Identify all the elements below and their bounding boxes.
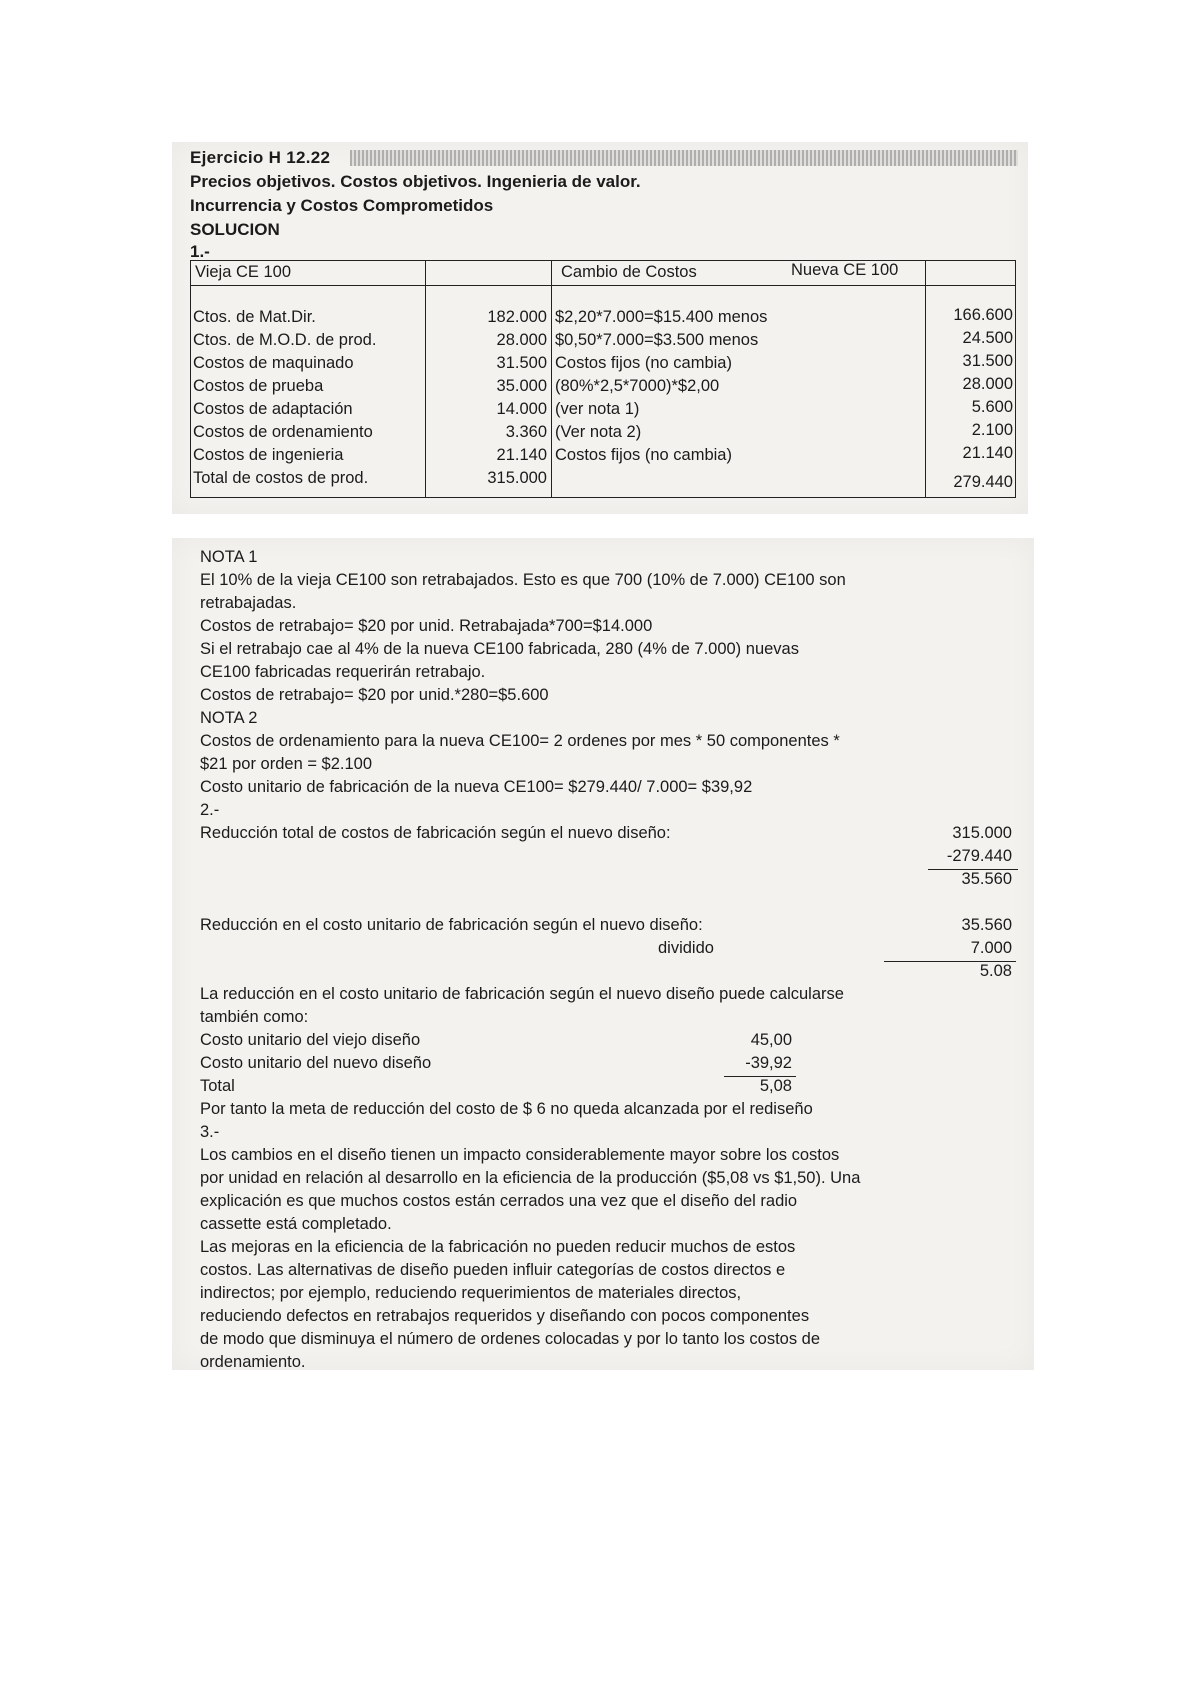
table-col-divider xyxy=(551,261,552,497)
total-value: 5,08 xyxy=(759,1077,792,1095)
table-cell-old: 28.000 xyxy=(496,331,547,349)
section3-line: costos. Las alternativas de diseño pueden influir categorías de costos directos e xyxy=(200,1261,786,1279)
section3-line: de modo que disminuya el número de ordenes colocadas y por lo tanto los costos de xyxy=(200,1330,821,1348)
section3-line: Los cambios en el diseño tienen un impacto considerablemente mayor sobre los costos xyxy=(200,1146,840,1164)
table-cell-change: $0,50*7.000=$3.500 menos xyxy=(555,331,759,349)
table-cell-item: Ctos. de Mat.Dir. xyxy=(193,308,316,326)
table-col-divider xyxy=(425,261,426,497)
table-cell-old: 315.000 xyxy=(487,469,547,487)
table-cell-item: Ctos. de M.O.D. de prod. xyxy=(193,331,377,349)
nota1-line: Costos de retrabajo= $20 por unid. Retrabajada*700=$14.000 xyxy=(200,617,653,635)
section3-line: por unidad en relación al desarrollo en la eficiencia de la producción ($5,08 vs $1,50). Una xyxy=(200,1169,861,1187)
table-col-divider xyxy=(925,261,926,497)
nota1-title: NOTA 1 xyxy=(200,548,258,566)
new-unit-value: -39,92 xyxy=(745,1054,792,1072)
table-cell-change: (Ver nota 2) xyxy=(555,423,642,441)
section-3-label: 3.- xyxy=(200,1123,220,1141)
total-new-value: -279.440 xyxy=(946,847,1012,865)
total-old-value: 315.000 xyxy=(952,824,1012,842)
unit-reduction-label: Reducción en el costo unitario de fabricación según el nuevo diseño: xyxy=(200,916,703,934)
unit-numerator: 35.560 xyxy=(961,916,1012,934)
alt-calc-line: La reducción en el costo unitario de fabricación según el nuevo diseño puede calcularse xyxy=(200,985,844,1003)
table-cell-old: 21.140 xyxy=(496,446,547,464)
table-cell-old: 35.000 xyxy=(496,377,547,395)
title-hatch-decoration xyxy=(350,150,1018,166)
nota2-title: NOTA 2 xyxy=(200,709,258,727)
total-diff-value: 35.560 xyxy=(961,870,1012,888)
table-cell-new: 28.000 xyxy=(962,375,1013,393)
nota1-line: El 10% de la vieja CE100 son retrabajados. Esto es que 700 (10% de 7.000) CE100 son xyxy=(200,571,846,589)
unit-result: 5.08 xyxy=(979,962,1012,980)
nota1-line: Si el retrabajo cae al 4% de la nueva CE100 fabricada, 280 (4% de 7.000) nuevas xyxy=(200,640,799,658)
table-cell-old: 31.500 xyxy=(496,354,547,372)
nota2-line: Costos de ordenamiento para la nueva CE100= 2 ordenes por mes * 50 componentes * xyxy=(200,732,840,750)
section3-line: ordenamiento. xyxy=(200,1353,306,1371)
table-cell-change: (80%*2,5*7000)*$2,00 xyxy=(555,377,720,395)
exercise-title: Ejercicio H 12.22 xyxy=(190,148,331,167)
unit-denominator: 7.000 xyxy=(970,939,1012,957)
table-cell-item: Costos de ordenamiento xyxy=(193,423,373,441)
cost-comparison-table xyxy=(190,260,1016,498)
nota2-line: Costo unitario de fabricación de la nueva CE100= $279.440/ 7.000= $39,92 xyxy=(200,778,753,796)
total-label: Total xyxy=(200,1077,235,1095)
table-cell-change: Costos fijos (no cambia) xyxy=(555,354,732,372)
nota1-line: CE100 fabricadas requerirán retrabajo. xyxy=(200,663,486,681)
table-cell-old: 182.000 xyxy=(487,308,547,326)
divided-label: dividido xyxy=(658,939,714,957)
table-cell-item: Costos de maquinado xyxy=(193,354,354,372)
section-2-label: 2.- xyxy=(200,801,220,819)
exercise-subtitle-2: Incurrencia y Costos Comprometidos xyxy=(190,196,494,215)
section-1-label: 1.- xyxy=(190,242,210,261)
old-unit-value: 45,00 xyxy=(750,1031,792,1049)
table-cell-new: 166.600 xyxy=(953,306,1013,324)
new-unit-label: Costo unitario del nuevo diseño xyxy=(200,1054,432,1072)
section3-line: Las mejoras en la eficiencia de la fabricación no pueden reducir muchos de estos xyxy=(200,1238,796,1256)
table-cell-old: 3.360 xyxy=(505,423,547,441)
table-cell-item: Costos de adaptación xyxy=(193,400,353,418)
table-cell-new: 24.500 xyxy=(962,329,1013,347)
scan-notes-section xyxy=(172,538,1034,1370)
nota2-line: $21 por orden = $2.100 xyxy=(200,755,373,773)
nota1-line: retrabajadas. xyxy=(200,594,297,612)
exercise-subtitle-1: Precios objetivos. Costos objetivos. Ingenieria de valor. xyxy=(190,172,641,191)
scan-table-section xyxy=(172,142,1028,514)
table-cell-new: 21.140 xyxy=(962,444,1013,462)
total-reduction-label: Reducción total de costos de fabricación según el nuevo diseño: xyxy=(200,824,671,842)
table-cell-change: (ver nota 1) xyxy=(555,400,640,418)
alt-calc-line: también como: xyxy=(200,1008,309,1026)
table-cell-change: $2,20*7.000=$15.400 menos xyxy=(555,308,768,326)
header-old: Vieja CE 100 xyxy=(195,263,292,281)
table-header-divider xyxy=(191,285,1015,286)
section3-line: reduciendo defectos en retrabajos requeridos y diseñando con pocos componentes xyxy=(200,1307,810,1325)
table-cell-new: 5.600 xyxy=(971,398,1013,416)
section3-line: indirectos; por ejemplo, reduciendo requerimientos de materiales directos, xyxy=(200,1284,742,1302)
table-cell-new: 279.440 xyxy=(953,473,1013,491)
table-cell-item: Total de costos de prod. xyxy=(193,469,369,487)
old-unit-label: Costo unitario del viejo diseño xyxy=(200,1031,421,1049)
table-cell-new: 31.500 xyxy=(962,352,1013,370)
section3-line: cassette está completado. xyxy=(200,1215,392,1233)
nota1-line: Costos de retrabajo= $20 por unid.*280=$5.600 xyxy=(200,686,549,704)
solution-label: SOLUCION xyxy=(190,220,280,239)
conclusion-line: Por tanto la meta de reducción del costo de $ 6 no queda alcanzada por el rediseño xyxy=(200,1100,813,1118)
header-change: Cambio de Costos xyxy=(561,263,697,281)
table-cell-old: 14.000 xyxy=(496,400,547,418)
header-new: Nueva CE 100 xyxy=(791,261,899,279)
table-cell-change: Costos fijos (no cambia) xyxy=(555,446,732,464)
section3-line: explicación es que muchos costos están cerrados una vez que el diseño del radio xyxy=(200,1192,798,1210)
table-cell-item: Costos de prueba xyxy=(193,377,324,395)
table-cell-new: 2.100 xyxy=(971,421,1013,439)
table-cell-item: Costos de ingenieria xyxy=(193,446,344,464)
